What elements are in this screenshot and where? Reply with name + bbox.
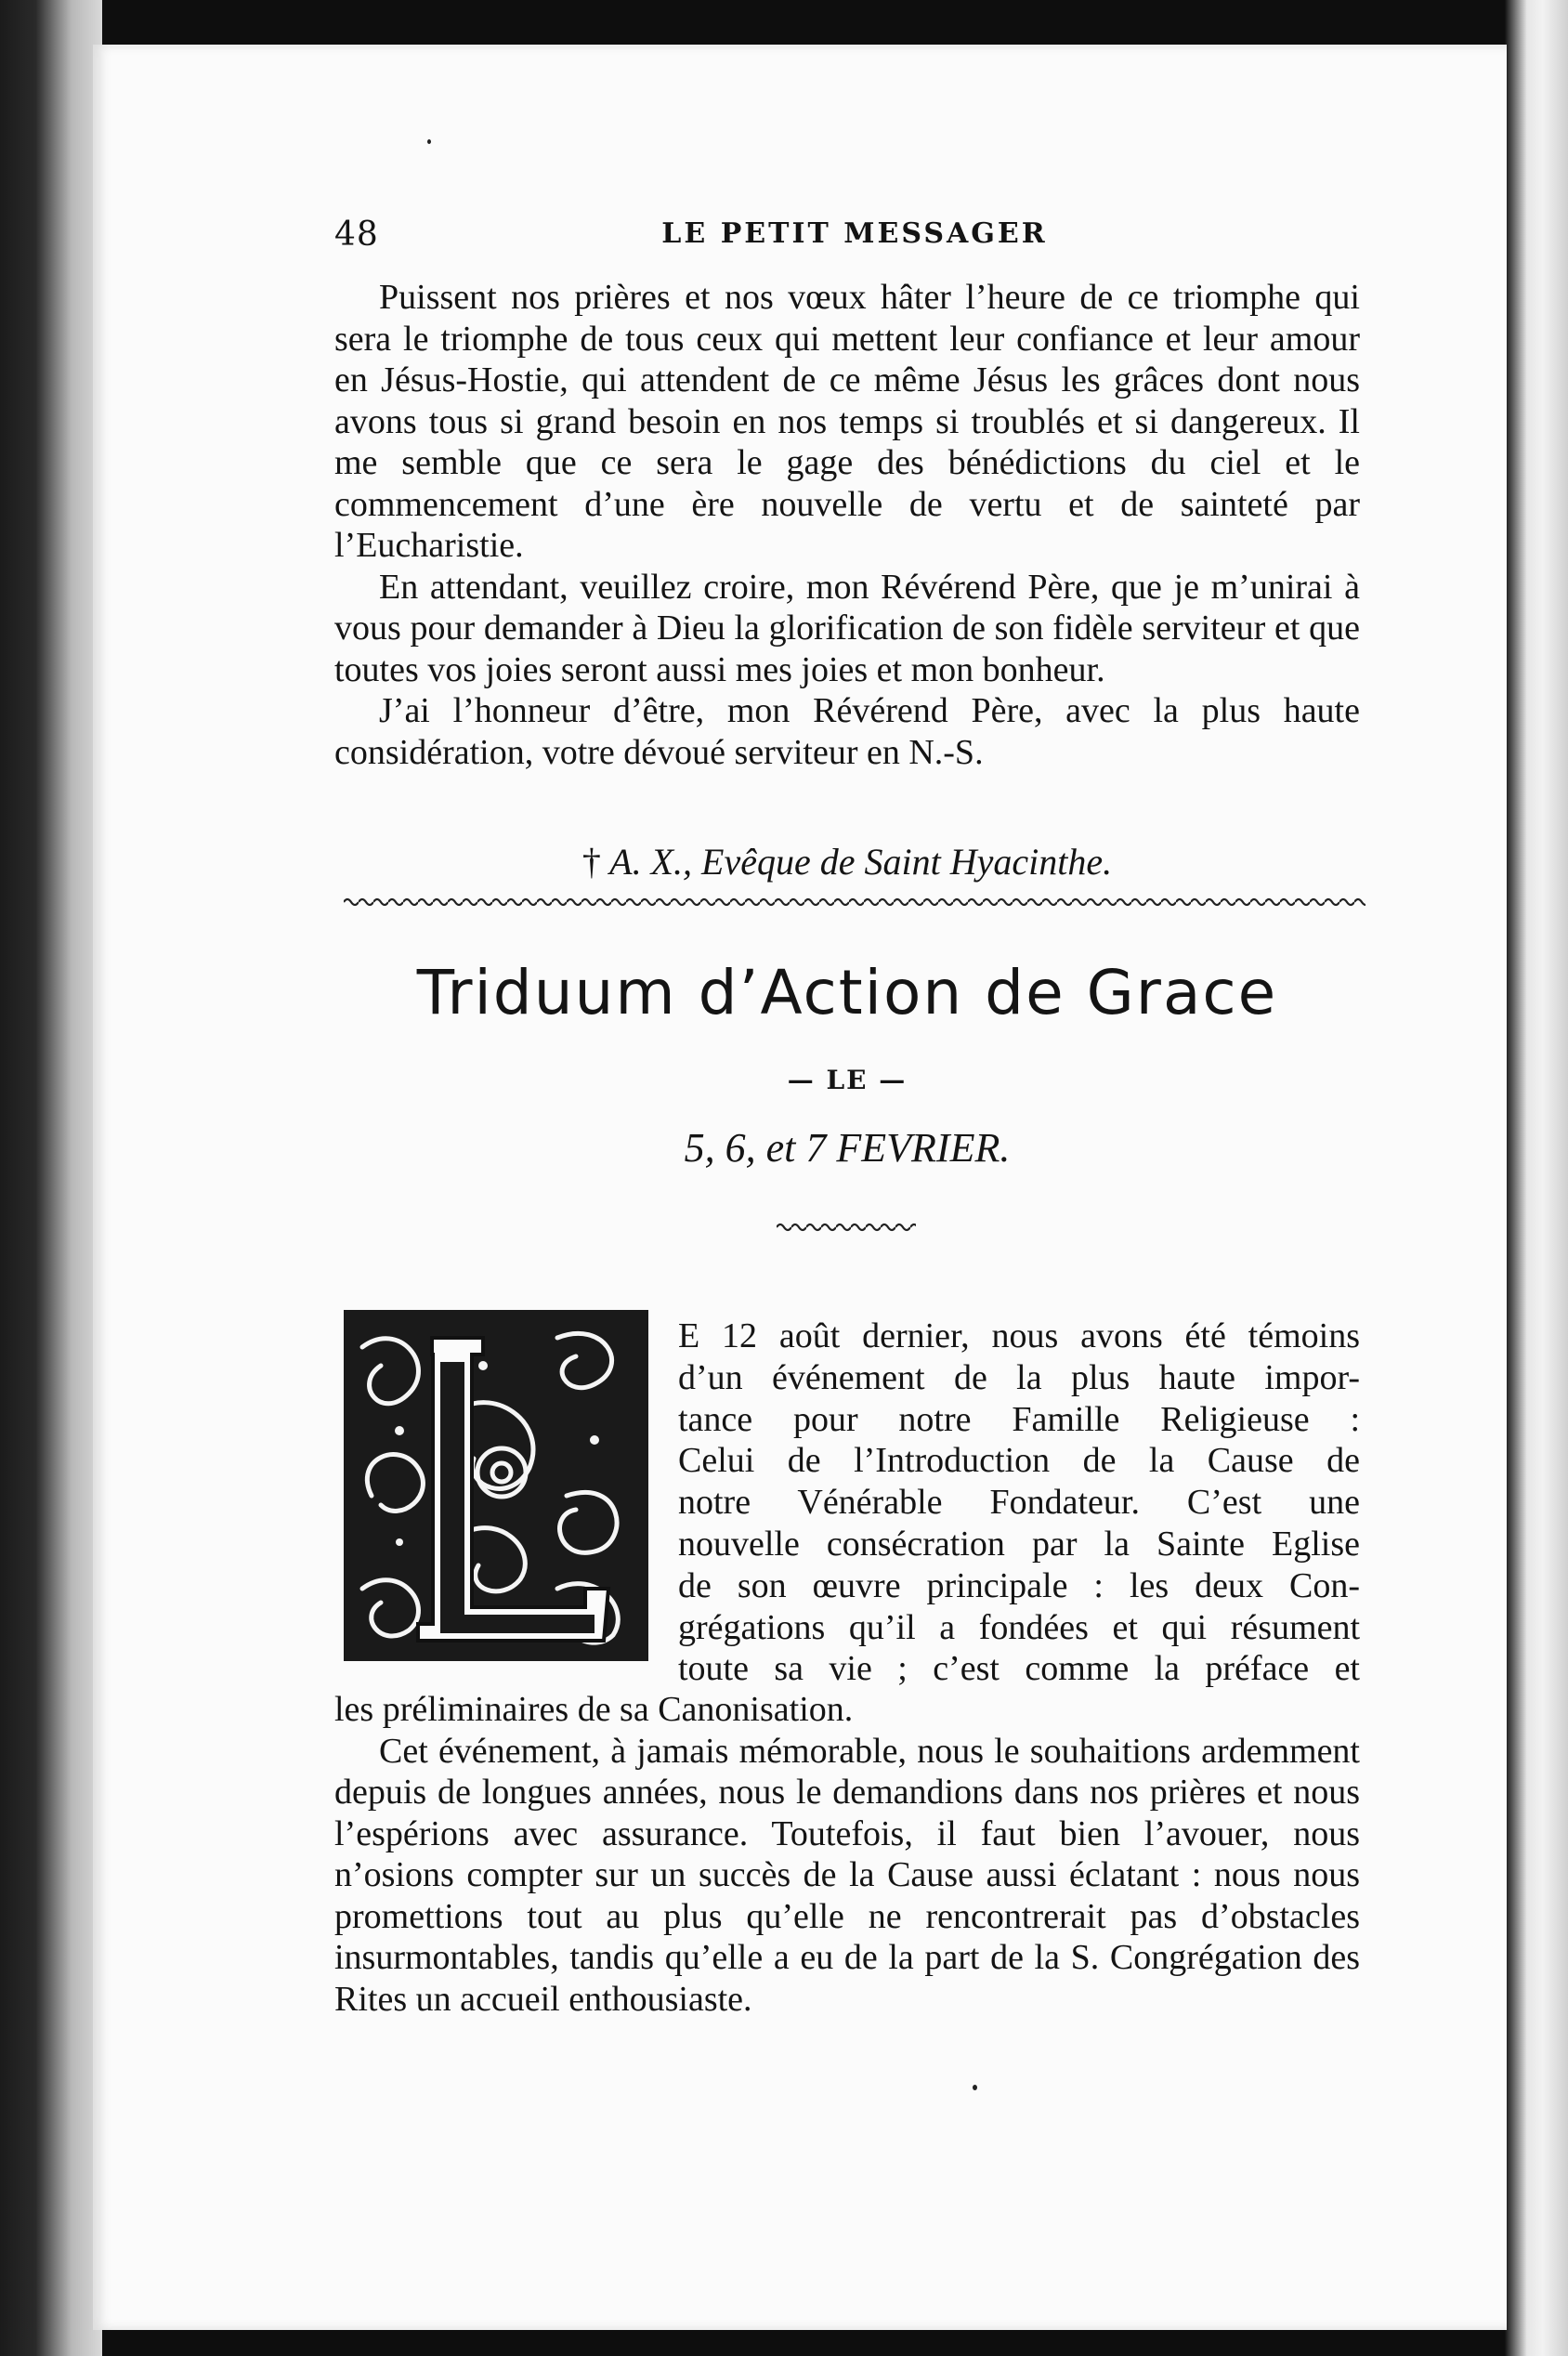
cross-icon: † bbox=[581, 841, 601, 883]
intro-line-8: grégations qu’il a fondées et qui résument bbox=[678, 1607, 1360, 1647]
article-body bbox=[334, 1689, 1360, 2020]
print-speck bbox=[427, 139, 431, 144]
intro-line-6: nouvelle consécration par la Sainte Eglise bbox=[678, 1524, 1360, 1564]
short-wavy-divider bbox=[777, 1221, 916, 1234]
letter-paragraph-2: En attendant, veuillez croire, mon Révérend Père, que je m’unirai à vous pour demander à Dieu la glorification de son fidèle serviteur et que toutes vos joies seront aussi mes joies et mon bonheur. bbox=[334, 567, 1360, 689]
page-header bbox=[334, 216, 1375, 256]
running-title: LE PETIT MESSAGER bbox=[661, 217, 1048, 250]
book-left-edge bbox=[0, 0, 102, 2356]
article-continuation: les préliminaires de sa Canonisation. bbox=[334, 1690, 854, 1729]
letter-body bbox=[334, 277, 1360, 773]
intro-line-5: notre Vénérable Fondateur. C’est une bbox=[678, 1483, 1360, 1523]
print-speck bbox=[973, 2085, 977, 2090]
letter-signature bbox=[334, 840, 1360, 884]
letter-paragraph-1: Puissent nos prières et nos vœux hâter l’heure de ce triomphe qui sera le triomphe de tous ceux qui mettent leur confiance et leur amour en Jésus-Hostie, qui attendent de ce même Jésus les grâces dont nous avons tous si grand besoin en nos temps si troublés et si dangereux. Il me semble que ce sera le gage des bénédictions du ciel et le commencement d’une ère nouvelle de vertu et de sainteté par l’Eucharistie. bbox=[334, 278, 1360, 565]
intro-line-1: E 12 août dernier, nous avons été témoins bbox=[678, 1316, 1360, 1355]
intro-line-2: d’un événement de la plus haute impor- bbox=[678, 1357, 1360, 1397]
intro-line-4: Celui de l’Introduction de la Cause de bbox=[678, 1441, 1360, 1481]
wavy-divider bbox=[344, 896, 1365, 909]
book-right-edge bbox=[1505, 0, 1568, 2356]
intro-line-3: tance pour notre Famille Religieuse : bbox=[678, 1399, 1360, 1439]
letter-paragraph-3: J’ai l’honneur d’être, mon Révérend Père, avec la plus haute considération, votre dévoué serviteur en N.-S. bbox=[334, 691, 1360, 772]
section-subtitle: — LE — bbox=[787, 1065, 908, 1095]
intro-line-7: de son œuvre principale : les deux Con- bbox=[678, 1565, 1360, 1605]
section-dates: 5, 6, et 7 FEVRIER. bbox=[684, 1125, 1011, 1171]
ornate-dropcap-l-icon bbox=[344, 1310, 648, 1661]
signature-text: A. X., Evêque de Saint Hyacinthe. bbox=[609, 841, 1113, 883]
page-number: 48 bbox=[334, 216, 379, 254]
section-title: Triduum d’Action de Grace bbox=[416, 957, 1278, 1028]
article-paragraph-2: Cet événement, à jamais mémorable, nous le souhaitions ardemment depuis de longues années, nous le demandions dans nos prières et nous l’espérions avec assurance. Toutefois, il faut bien l’avouer, nous n’osions compter sur un succès de la Cause aussi éclatant : nous nous promettions tout au plus qu’elle ne rencontrerait pas d’obstacles insurmontables, tandis qu’elle a eu de la part de la S. Congrégation des Rites un accueil enthousiaste. bbox=[334, 1731, 1360, 2019]
intro-line-9: toute sa vie ; c’est comme la préface et bbox=[678, 1649, 1360, 1689]
article-intro bbox=[678, 1315, 1360, 1690]
